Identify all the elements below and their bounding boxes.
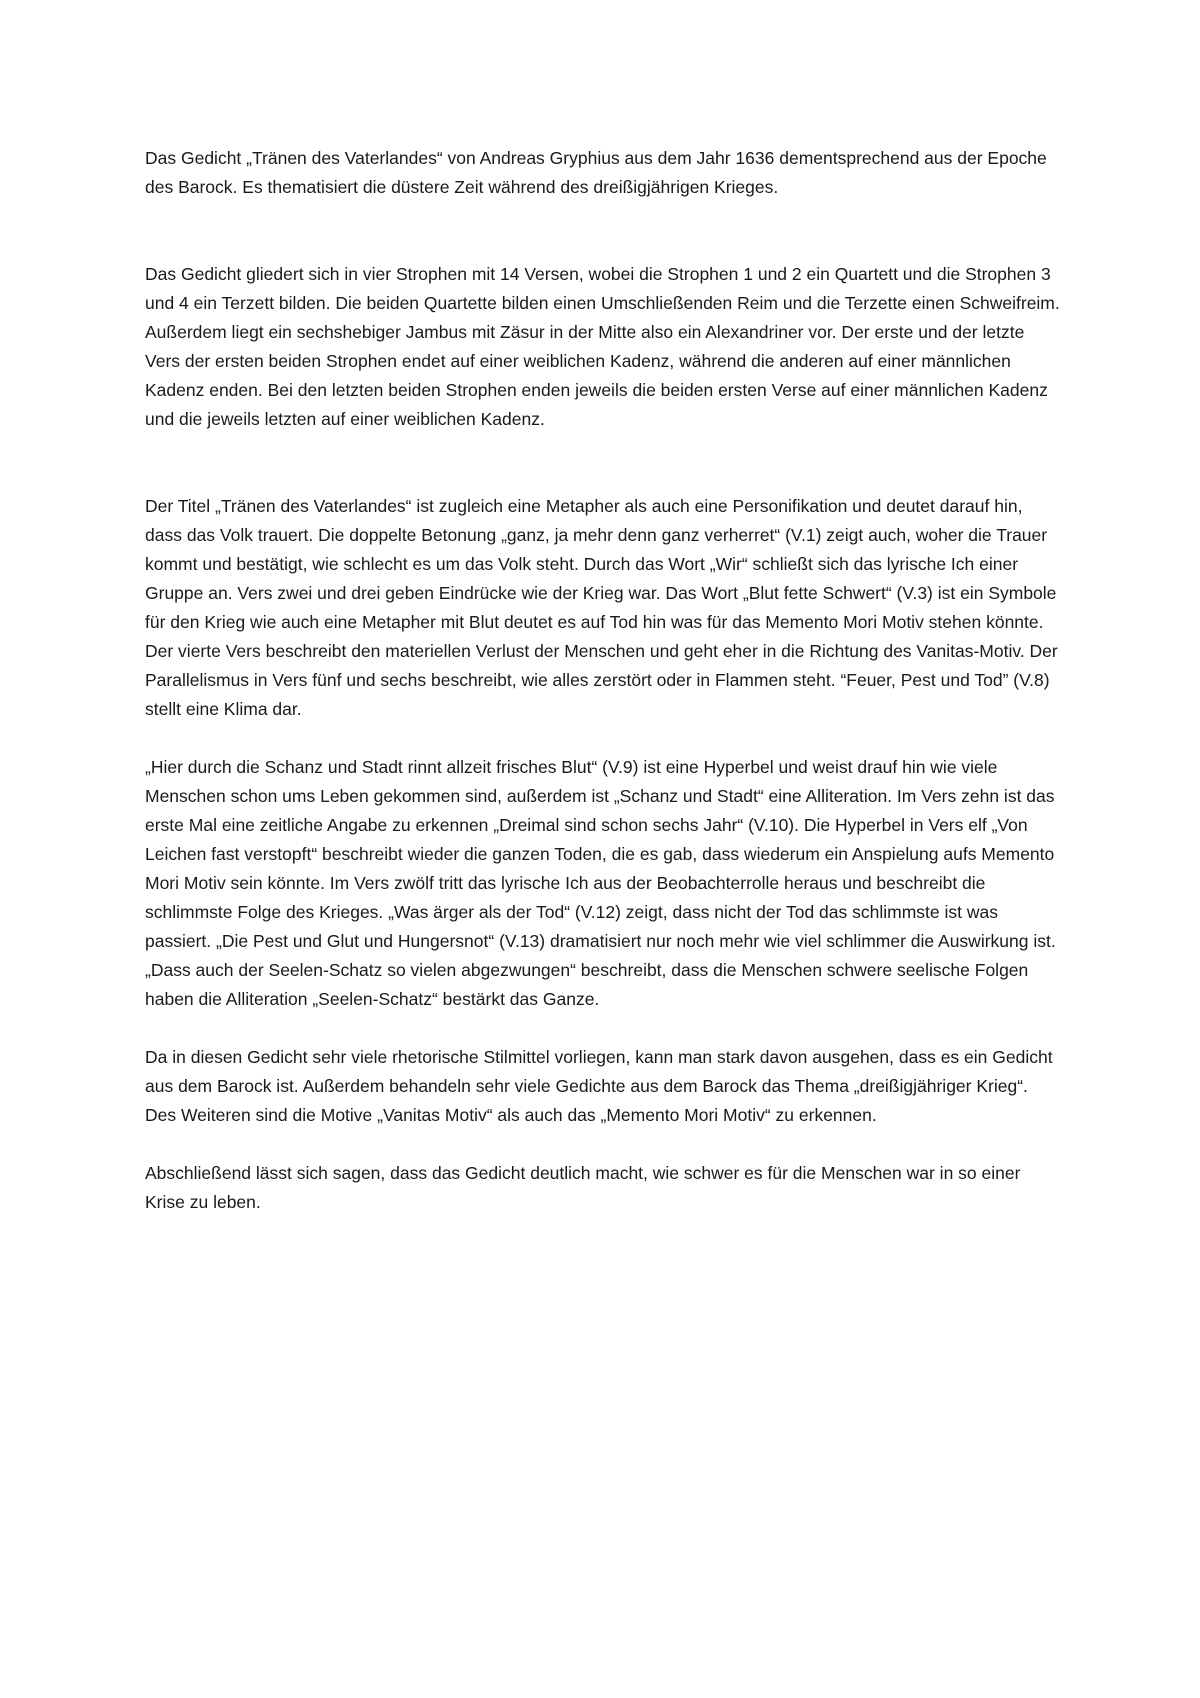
paragraph-introduction: Das Gedicht „Tränen des Vaterlandes“ von Andreas Gryphius aus dem Jahr 1636 dementsprechend aus der Epoche des Barock. Es thematisiert die düstere Zeit während des dreißigjährigen Krieges. <box>145 148 1047 197</box>
paragraph-spacer <box>145 202 1063 260</box>
paragraph-title-analysis: Der Titel „Tränen des Vaterlandes“ ist zugleich eine Metapher als auch eine Personifikation und deutet darauf hin, dass das Volk trauert. Die doppelte Betonung „ganz, ja mehr denn ganz verherret“ (V.1) zeigt auch, woher die Trauer kommt und bestätigt, wie schlecht es um das Volk steht. Durch das Wort „Wir“ schließt sich das lyrische Ich einer Gruppe an. Vers zwei und drei geben Eindrücke wie der Krieg war. Das Wort „Blut fette Schwert“ (V.3) ist ein Symbole für den Krieg wie auch eine Metapher mit Blut deutet es auf Tod hin was für das Memento Mori Motiv stehen könnte. Der vierte Vers beschreibt den materiellen Verlust der Menschen und geht eher in die Richtung des Vanitas-Motiv. Der Parallelismus in Vers fünf und sechs beschreibt, wie alles zerstört oder in Flammen steht. “Feuer, Pest und Tod” (V.8) stellt eine Klima dar. <box>145 496 1058 719</box>
paragraph-spacer <box>145 724 1063 753</box>
paragraph-spacer <box>145 434 1063 492</box>
paragraph-spacer <box>145 1130 1063 1159</box>
document-body <box>145 144 1063 1217</box>
paragraph-epoch-evidence: Da in diesen Gedicht sehr viele rhetorische Stilmittel vorliegen, kann man stark davon ausgehen, dass es ein Gedicht aus dem Barock ist. Außerdem behandeln sehr viele Gedichte aus dem Barock das Thema „dreißigjähriger Krieg“. Des Weiteren sind die Motive „Vanitas Motiv“ als auch das „Memento Mori Motiv“ zu erkennen. <box>145 1047 1053 1125</box>
paragraph-form-analysis: Das Gedicht gliedert sich in vier Strophen mit 14 Versen, wobei die Strophen 1 und 2 ein Quartett und die Strophen 3 und 4 ein Terzett bilden. Die beiden Quartette bilden einen Umschließenden Reim und die Terzette einen Schweifreim. Außerdem liegt ein sechshebiger Jambus mit Zäsur in der Mitte also ein Alexandriner vor. Der erste und der letzte Vers der ersten beiden Strophen endet auf einer weiblichen Kadenz, während die anderen auf einer männlichen Kadenz enden. Bei den letzten beiden Strophen enden jeweils die beiden ersten Verse auf einer männlichen Kadenz und die jeweils letzten auf einer weiblichen Kadenz. <box>145 264 1060 429</box>
paragraph-conclusion: Abschließend lässt sich sagen, dass das Gedicht deutlich macht, wie schwer es für die Menschen war in so einer Krise zu leben. <box>145 1163 1021 1212</box>
paragraph-verse-analysis: „Hier durch die Schanz und Stadt rinnt allzeit frisches Blut“ (V.9) ist eine Hyperbel und weist drauf hin wie viele Menschen schon ums Leben gekommen sind, außerdem ist „Schanz und Stadt“ eine Alliteration. Im Vers zehn ist das erste Mal eine zeitliche Angabe zu erkennen „Dreimal sind schon sechs Jahr“ (V.10). Die Hyperbel in Vers elf „Von Leichen fast verstopft“ beschreibt wieder die ganzen Toden, die es gab, dass wiederum ein Anspielung aufs Memento Mori Motiv sein könnte. Im Vers zwölf tritt das lyrische Ich aus der Beobachterrolle heraus und beschreibt die schlimmste Folge des Krieges. „Was ärger als der Tod“ (V.12) zeigt, dass nicht der Tod das schlimmste ist was passiert. „Die Pest und Glut und Hungersnot“ (V.13) dramatisiert nur noch mehr wie viel schlimmer die Auswirkung ist. „Dass auch der Seelen-Schatz so vielen abgezwungen“ beschreibt, dass die Menschen schwere seelische Folgen haben die Alliteration „Seelen-Schatz“ bestärkt das Ganze. <box>145 757 1056 1009</box>
paragraph-spacer <box>145 1014 1063 1043</box>
